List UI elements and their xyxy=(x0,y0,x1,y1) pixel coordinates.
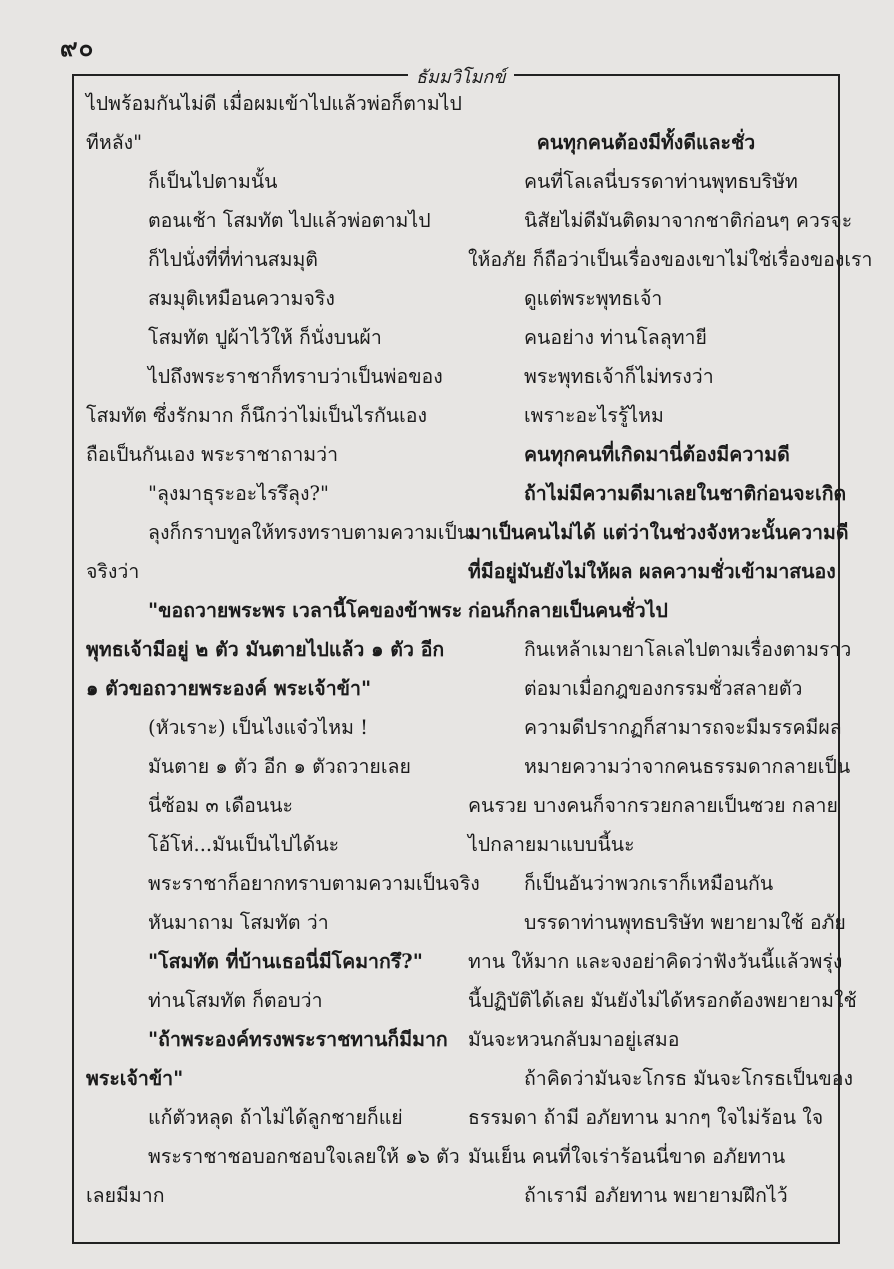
left-column-line: "โสมทัต ที่บ้านเธอนี่มีโคมากรึ?" xyxy=(148,950,423,973)
page-number: ๙๐ xyxy=(60,33,95,62)
left-column-line: โสมทัต ปูผ้าไว้ให้ ก็นั่งบนผ้า xyxy=(148,326,382,349)
left-column-line: พุทธเจ้ามีอยู่ ๒ ตัว มันตายไปแล้ว ๑ ตัว อีก xyxy=(86,638,445,661)
left-column-line: ท่านโสมทัต ก็ตอบว่า xyxy=(148,989,323,1012)
left-column-line: ก็ไปนั่งที่ที่ท่านสมมุติ xyxy=(148,248,318,271)
running-header-title: ธัมมวิโมกข์ xyxy=(408,62,514,91)
left-column-line: จริงว่า xyxy=(86,560,140,583)
left-column-line: เลยมีมาก xyxy=(86,1184,165,1207)
left-column-line: โสมทัต ซึ่งรักมาก ก็นึกว่าไม่เป็นไรกันเอง xyxy=(86,404,427,427)
left-column-line: ไปถึงพระราชาก็ทราบว่าเป็นพ่อของ xyxy=(148,365,443,388)
right-column-line: ก่อนก็กลายเป็นคนชั่วไป xyxy=(468,599,668,622)
right-column-line: ดูแต่พระพุทธเจ้า xyxy=(524,287,663,310)
left-column-line: นี่ซ้อม ๓ เดือนนะ xyxy=(148,794,294,817)
right-column-line: กินเหล้าเมายาโลเลไปตามเรื่องตามราว xyxy=(524,638,852,661)
left-column-line: สมมุติเหมือนความจริง xyxy=(148,287,335,310)
right-column-line: มาเป็นคนไม่ได้ แต่ว่าในช่วงจังหวะนั้นความดี xyxy=(468,521,849,544)
left-column-line: พระราชาชอบอกชอบใจเลยให้ ๑๖ ตัว xyxy=(148,1145,460,1168)
left-column-line: พระเจ้าข้า" xyxy=(86,1067,184,1090)
left-column-line: หันมาถาม โสมทัต ว่า xyxy=(148,911,329,934)
right-column-line: คนอย่าง ท่านโลลุทายี xyxy=(524,326,707,349)
right-column-line: ทาน ให้มาก และจงอย่าคิดว่าฟังวันนี้แล้วพรุ่ง xyxy=(468,950,843,973)
right-column-line: ถ้าไม่มีความดีมาเลยในชาติก่อนจะเกิด xyxy=(524,482,847,505)
right-column-line xyxy=(468,84,824,123)
left-column-line: ทีหลัง" xyxy=(86,131,143,154)
right-column-line: ถ้าคิดว่ามันจะโกรธ มันจะโกรธเป็นของ xyxy=(524,1067,853,1090)
right-column-line: ต่อมาเมื่อกฎของกรรมชั่วสลายตัว xyxy=(524,677,803,700)
right-column-line: นิสัยไม่ดีมันติดมาจากชาติก่อนๆ ควรจะ xyxy=(524,209,853,232)
right-column-line: นี้ปฏิบัติได้เลย มันยังไม่ได้หรอกต้องพยายามใช้ xyxy=(468,989,857,1012)
right-column-line: คนรวย บางคนก็จากรวยกลายเป็นซวย กลาย xyxy=(468,794,838,817)
left-column-line: "ลุงมาธุระอะไรรึลุง?" xyxy=(148,482,329,505)
right-column-line: ไปกลายมาแบบนี้นะ xyxy=(468,833,635,856)
left-column-line: "ขอถวายพระพร เวลานี้โคของข้าพระ xyxy=(148,599,463,622)
left-column-line: ลุงก็กราบทูลให้ทรงทราบตามความเป็น xyxy=(148,521,471,544)
right-column-line: คนทุกคนต้องมีทั้งดีและชั่ว xyxy=(536,131,756,154)
right-column-line: เพราะอะไรรู้ไหม xyxy=(524,404,664,427)
left-column-line: ๑ ตัวขอถวายพระองค์ พระเจ้าข้า" xyxy=(86,677,372,700)
left-column-line: มันตาย ๑ ตัว อีก ๑ ตัวถวายเลย xyxy=(148,755,411,778)
left-column-line: พระราชาก็อยากทราบตามความเป็นจริง xyxy=(148,872,480,895)
right-column-line: ก็เป็นอันว่าพวกเราก็เหมือนกัน xyxy=(524,872,774,895)
right-column-line: ให้อภัย ก็ถือว่าเป็นเรื่องของเขาไม่ใช่เรื่องของเรา xyxy=(468,248,873,271)
right-column-line: ถ้าเรามี อภัยทาน พยายามฝึกไว้ xyxy=(524,1184,788,1207)
right-column-line: คนทุกคนที่เกิดมานี่ต้องมีความดี xyxy=(524,443,790,466)
right-text-column xyxy=(468,84,873,1215)
right-column-line: หมายความว่าจากคนธรรมดากลายเป็น xyxy=(524,755,851,778)
left-column-line: แก้ตัวหลุด ถ้าไม่ได้ลูกชายก็แย่ xyxy=(148,1106,403,1129)
left-column-line: โอ้โห่...มันเป็นไปได้นะ xyxy=(148,833,340,856)
right-column-line: ธรรมดา ถ้ามี อภัยทาน มากๆ ใจไม่ร้อน ใจ xyxy=(468,1106,824,1129)
right-column-line: มันจะหวนกลับมาอยู่เสมอ xyxy=(468,1028,680,1051)
left-column-line: (หัวเราะ) เป็นไงแจ๋วไหม ! xyxy=(148,716,368,739)
left-column-line: "ถ้าพระองค์ทรงพระราชทานก็มีมาก xyxy=(148,1028,448,1051)
right-column-line: มันเย็น คนที่ใจเร่าร้อนนี่ขาด อภัยทาน xyxy=(468,1145,786,1168)
left-text-column xyxy=(86,84,480,1215)
left-column-line: ไปพร้อมกันไม่ดี เมื่อผมเข้าไปแล้วพ่อก็ตามไป xyxy=(86,92,462,115)
right-column-line: ที่มีอยู่มันยังไม่ให้ผล ผลความชั่วเข้ามาสนอง xyxy=(468,560,836,583)
left-column-line: ถือเป็นกันเอง พระราชาถามว่า xyxy=(86,443,339,466)
right-column-line: คนที่โลเลนี่บรรดาท่านพุทธบริษัท xyxy=(524,170,798,193)
right-column-line: ความดีปรากฏก็สามารถจะมีมรรคมีผล xyxy=(524,716,842,739)
right-column-line: บรรดาท่านพุทธบริษัท พยายามใช้ อภัย xyxy=(524,911,846,934)
left-column-line: ก็เป็นไปตามนั้น xyxy=(148,170,278,193)
left-column-line: ตอนเช้า โสมทัต ไปแล้วพ่อตามไป xyxy=(148,209,431,232)
right-column-line: พระพุทธเจ้าก็ไม่ทรงว่า xyxy=(524,365,714,388)
